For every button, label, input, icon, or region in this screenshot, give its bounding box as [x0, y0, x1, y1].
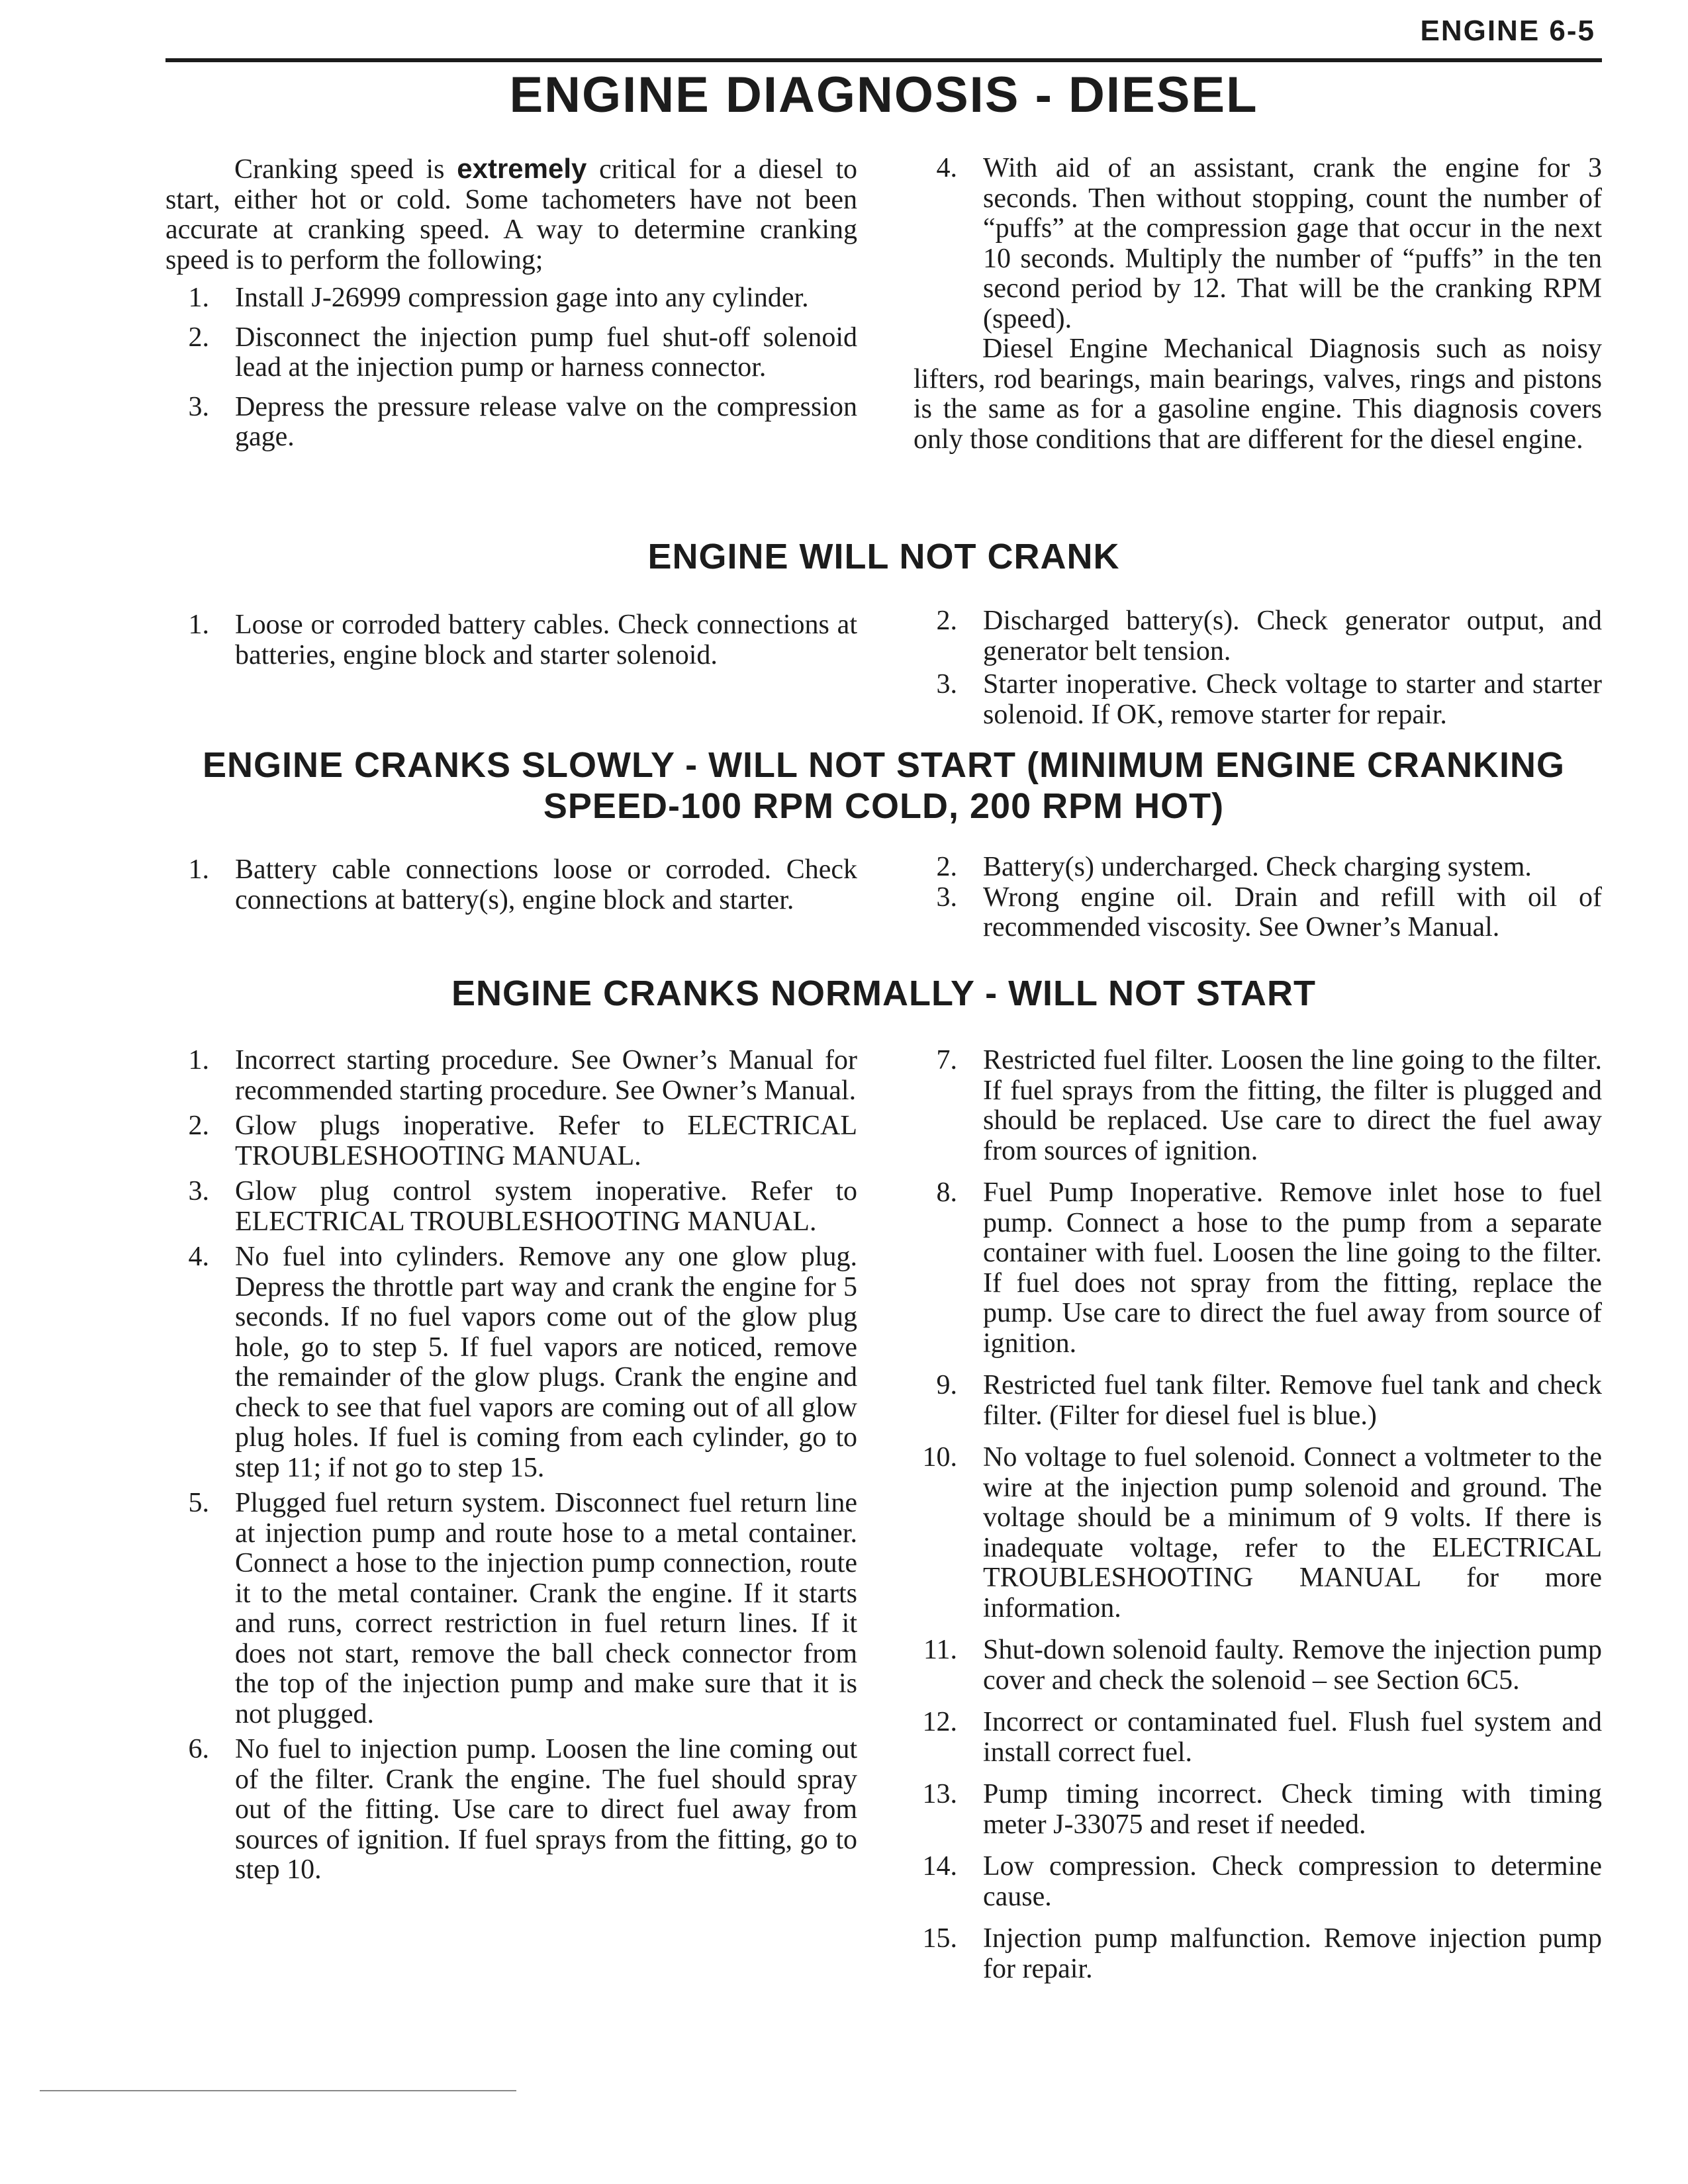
item-text: Wrong engine oil. Drain and refill with oil of recommended viscosity. See Owner’s Manual.	[983, 882, 1602, 942]
list-item	[914, 1046, 1602, 1166]
item-number: 3.	[936, 882, 957, 913]
list-item	[165, 1111, 857, 1171]
item-number: 1.	[188, 1045, 209, 1075]
intro-text-after: critical for a diesel to start, either hot or cold. Some tachometers have not been accurate at cranking speed. A way to determine cranking speed is to perform the following;	[165, 154, 858, 275]
list-item	[165, 1177, 857, 1237]
list-item	[914, 606, 1602, 666]
item-number: 3.	[188, 391, 209, 422]
list-item	[165, 323, 857, 383]
item-number: 3.	[188, 1176, 209, 1206]
item-text: Fuel Pump Inoperative. Remove inlet hose to fuel pump. Connect a hose to the pump from a separate container with fuel. Loosen the line going to the filter. If fuel does not spray from the fitting, replace the pump. Use care to direct the fuel away from source of ignition.	[983, 1177, 1602, 1359]
intro-right-column	[914, 154, 1602, 455]
item-number: 12.	[922, 1707, 957, 1737]
item-number: 8.	[936, 1177, 957, 1208]
running-head: ENGINE 6-5	[1420, 15, 1595, 47]
item-number: 1.	[188, 610, 209, 640]
item-text: Plugged fuel return system. Disconnect fuel return line at injection pump and route hose to a metal container. Connect a hose to the injection pump connection, route it to the metal container. Crank the engine. If it starts and runs, correct restriction in fuel return lines. If it does not start, remove the ball check connector from the top of the injection pump and make sure that it is not plugged.	[235, 1488, 857, 1729]
list-item	[165, 1735, 857, 1886]
list-item	[165, 1242, 857, 1483]
page-title: ENGINE DIAGNOSIS - DIESEL	[509, 67, 1258, 123]
item-number: 2.	[936, 852, 957, 882]
item-number: 11.	[923, 1635, 957, 1665]
list-item	[165, 392, 857, 453]
item-text: Install J-26999 compression gage into any cylinder.	[235, 283, 809, 313]
list-item	[914, 1635, 1602, 1696]
cranking-speed-steps	[165, 283, 857, 453]
cranks-slowly-list	[165, 855, 857, 915]
list-item	[914, 1924, 1602, 1984]
section-heading-cranks-normally: ENGINE CRANKS NORMALLY - WILL NOT START	[451, 974, 1316, 1013]
cranks-normally-left	[165, 1046, 857, 1886]
item-text: Pump timing incorrect. Check timing with timing meter J-33075 and reset if needed.	[983, 1779, 1602, 1840]
list-item	[914, 1371, 1602, 1431]
item-text: Restricted fuel filter. Loosen the line going to the filter. If fuel sprays from the fitting, the filter is plugged and should be replaced. Use care to direct the fuel away from sources of ignition.	[983, 1045, 1602, 1166]
item-text: Loose or corroded battery cables. Check connections at batteries, engine block and starter solenoid.	[235, 610, 857, 670]
item-text: Incorrect starting procedure. See Owner’s Manual for recommended starting procedure. See Owner’s Manual.	[235, 1045, 857, 1106]
cranks-normally-list-continued	[914, 1046, 1602, 1984]
item-number: 1.	[188, 283, 209, 313]
will-not-crank-right	[914, 606, 1602, 730]
heading-line-2: SPEED-100 RPM COLD, 200 RPM HOT)	[543, 786, 1225, 826]
item-number: 10.	[922, 1442, 957, 1473]
list-item	[914, 1443, 1602, 1623]
list-item	[165, 855, 857, 915]
intro-emphasis: extremely	[457, 153, 587, 184]
list-item	[914, 883, 1602, 943]
cranking-speed-steps-continued	[914, 154, 1602, 334]
item-text: No fuel into cylinders. Remove any one glow plug. Depress the throttle part way and crank the engine for 5 seconds. If no fuel vapors come out of the glow plug hole, go to step 5. If fuel vapors are noticed, remove the remainder of the glow plugs. Crank the engine and check to see that fuel vapors are coming out of all glow plug holes. If fuel is coming from each cylinder, go to step 11; if not go to step 15.	[235, 1242, 857, 1483]
list-item	[914, 1178, 1602, 1359]
intro-paragraph	[165, 154, 857, 275]
cranks-normally-list	[165, 1046, 857, 1886]
item-text: Glow plug control system inoperative. Refer to ELECTRICAL TROUBLESHOOTING MANUAL.	[235, 1176, 857, 1237]
item-number: 7.	[936, 1045, 957, 1075]
mechanical-diagnosis-note: Diesel Engine Mechanical Diagnosis such as noisy lifters, rod bearings, main bearings, valves, rings and pistons is the same as for a gasoline engine. This diagnosis covers only those conditions that are different for the diesel engine.	[914, 334, 1602, 455]
item-text: Discharged battery(s). Check generator output, and generator belt tension.	[983, 606, 1602, 666]
list-item	[165, 1046, 857, 1106]
section-heading-will-not-crank: ENGINE WILL NOT CRANK	[647, 537, 1120, 576]
list-item	[914, 852, 1602, 883]
cranks-normally-right	[914, 1046, 1602, 1984]
item-text: Incorrect or contaminated fuel. Flush fuel system and install correct fuel.	[983, 1707, 1602, 1768]
item-number: 15.	[922, 1923, 957, 1954]
item-number: 3.	[936, 669, 957, 700]
cranks-slowly-list-continued	[914, 852, 1602, 943]
item-text: Starter inoperative. Check voltage to starter and starter solenoid. If OK, remove starter for repair.	[983, 669, 1602, 730]
item-number: 2.	[188, 1111, 209, 1141]
list-item	[914, 1852, 1602, 1912]
will-not-crank-list-continued	[914, 606, 1602, 730]
will-not-crank-left	[165, 610, 857, 670]
item-text: Disconnect the injection pump fuel shut-off solenoid lead at the injection pump or harness connector.	[235, 322, 857, 383]
footer-rule	[40, 2090, 516, 2091]
item-number: 4.	[936, 153, 957, 183]
cranks-slowly-right	[914, 852, 1602, 943]
item-number: 2.	[188, 322, 209, 353]
intro-text-before: Cranking speed is	[234, 154, 445, 185]
item-number: 5.	[188, 1488, 209, 1518]
will-not-crank-list	[165, 610, 857, 670]
page-header	[165, 12, 1602, 62]
item-number: 14.	[922, 1851, 957, 1882]
item-text: Injection pump malfunction. Remove injection pump for repair.	[983, 1923, 1602, 1984]
heading-line-1: ENGINE CRANKS SLOWLY - WILL NOT START (MINIMUM ENGINE CRANKING	[203, 745, 1565, 785]
item-text: With aid of an assistant, crank the engine for 3 seconds. Then without stopping, count the number of “puffs” at the compression gage that occur in the next 10 seconds. Multiply the number of “puffs” in the ten second period by 12. That will be the cranking RPM (speed).	[983, 153, 1602, 334]
list-item	[914, 1780, 1602, 1840]
item-number: 1.	[188, 854, 209, 885]
list-item	[914, 670, 1602, 730]
cranks-slowly-left	[165, 855, 857, 915]
list-item	[165, 1488, 857, 1729]
section-heading-cranks-slowly	[165, 745, 1602, 827]
item-number: 13.	[922, 1779, 957, 1809]
item-text: Glow plugs inoperative. Refer to ELECTRICAL TROUBLESHOOTING MANUAL.	[235, 1111, 857, 1171]
intro-left-column	[165, 154, 857, 453]
item-number: 6.	[188, 1734, 209, 1764]
item-number: 9.	[936, 1370, 957, 1400]
item-text: Shut-down solenoid faulty. Remove the injection pump cover and check the solenoid – see Section 6C5.	[983, 1635, 1602, 1696]
item-number: 4.	[188, 1242, 209, 1272]
list-item	[914, 154, 1602, 334]
list-item	[165, 283, 857, 314]
item-text: Battery(s) undercharged. Check charging system.	[983, 852, 1532, 882]
item-text: Low compression. Check compression to determine cause.	[983, 1851, 1602, 1912]
list-item	[165, 610, 857, 670]
list-item	[914, 1707, 1602, 1768]
item-text: Restricted fuel tank filter. Remove fuel tank and check filter. (Filter for diesel fuel is blue.)	[983, 1370, 1602, 1431]
item-text: No fuel to injection pump. Loosen the line coming out of the filter. Crank the engine. The fuel should spray out of the fitting. Use care to direct fuel away from sources of ignition. If fuel sprays from the fitting, go to step 10.	[235, 1734, 857, 1885]
item-text: Battery cable connections loose or corroded. Check connections at battery(s), engine block and starter.	[235, 854, 857, 915]
item-text: No voltage to fuel solenoid. Connect a voltmeter to the wire at the injection pump solenoid and ground. The voltage should be a minimum of 9 volts. If there is inadequate voltage, refer to the ELECTRICAL TROUBLESHOOTING MANUAL for more information.	[983, 1442, 1602, 1623]
item-number: 2.	[936, 606, 957, 636]
item-text: Depress the pressure release valve on the compression gage.	[235, 391, 857, 452]
